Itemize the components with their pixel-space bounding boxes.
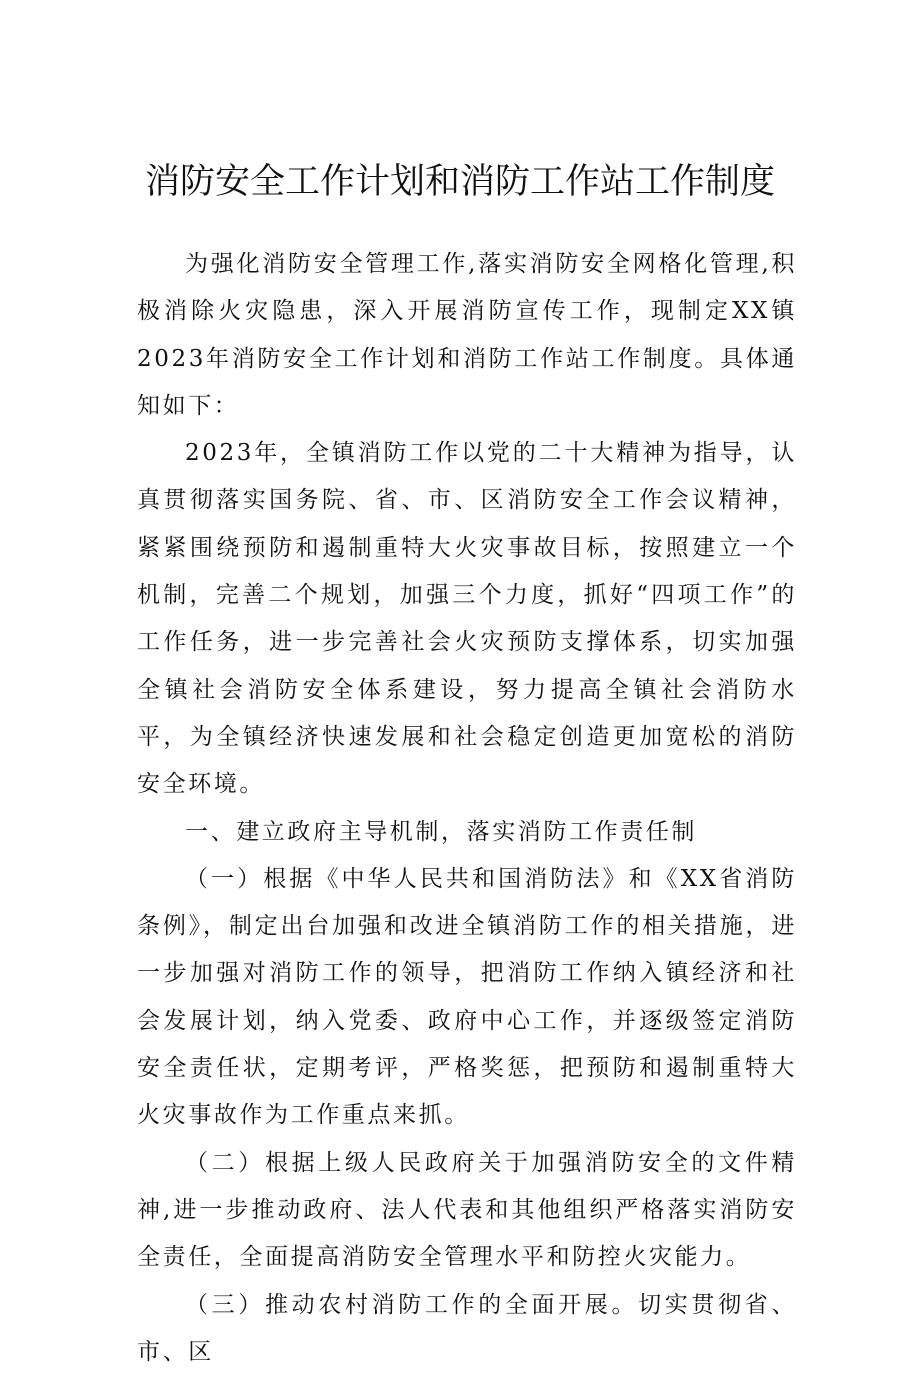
- clause-paragraph-2: （二）根据上级人民政府关于加强消防安全的文件精神,进一步推动政府、法人代表和其他组织严格落实消防安全责任，全面提高消防安全管理水平和防控火灾能力。: [137, 1149, 797, 1271]
- intro-paragraph: 为强化消防安全管理工作,落实消防安全网格化管理,积极消除火灾隐患，深入开展消防宣传工作，现制定XX镇2023年消防安全工作计划和消防工作站工作制度。具体通知如下：: [137, 251, 797, 419]
- clause-paragraph-3: （三）推动农村消防工作的全面开展。切实贯彻省、市、区: [137, 1291, 797, 1365]
- overview-paragraph: 2023年，全镇消防工作以党的二十大精神为指导，认真贯彻落实国务院、省、市、区消防安全工作会议精神，紧紧围绕预防和遏制重特大火灾事故目标，按照建立一个机制，完善二个规划，加强三个力度，抓好“四项工作”的工作任务，进一步完善社会火灾预防支撑体系，切实加强全镇社会消防安全体系建设，努力提高全镇社会消防水平，为全镇经济快速发展和社会稳定创造更加宽松的消防安全环境。: [137, 440, 797, 798]
- document-body: [137, 241, 797, 1376]
- document-title: 消防安全工作计划和消防工作站工作制度: [144, 162, 775, 203]
- section-heading-1: 一、建立政府主导机制，落实消防工作责任制: [185, 818, 697, 845]
- clause-paragraph-1: （一）根据《中华人民共和国消防法》和《XX省消防条例》，制定出台加强和改进全镇消防工作的相关措施，进一步加强对消防工作的领导，把消防工作纳入镇经济和社会发展计划，纳入党委、政府中心工作，并逐级签定消防安全责任状，定期考评，严格奖惩，把预防和遏制重特大火灾事故作为工作重点来抓。: [137, 865, 797, 1129]
